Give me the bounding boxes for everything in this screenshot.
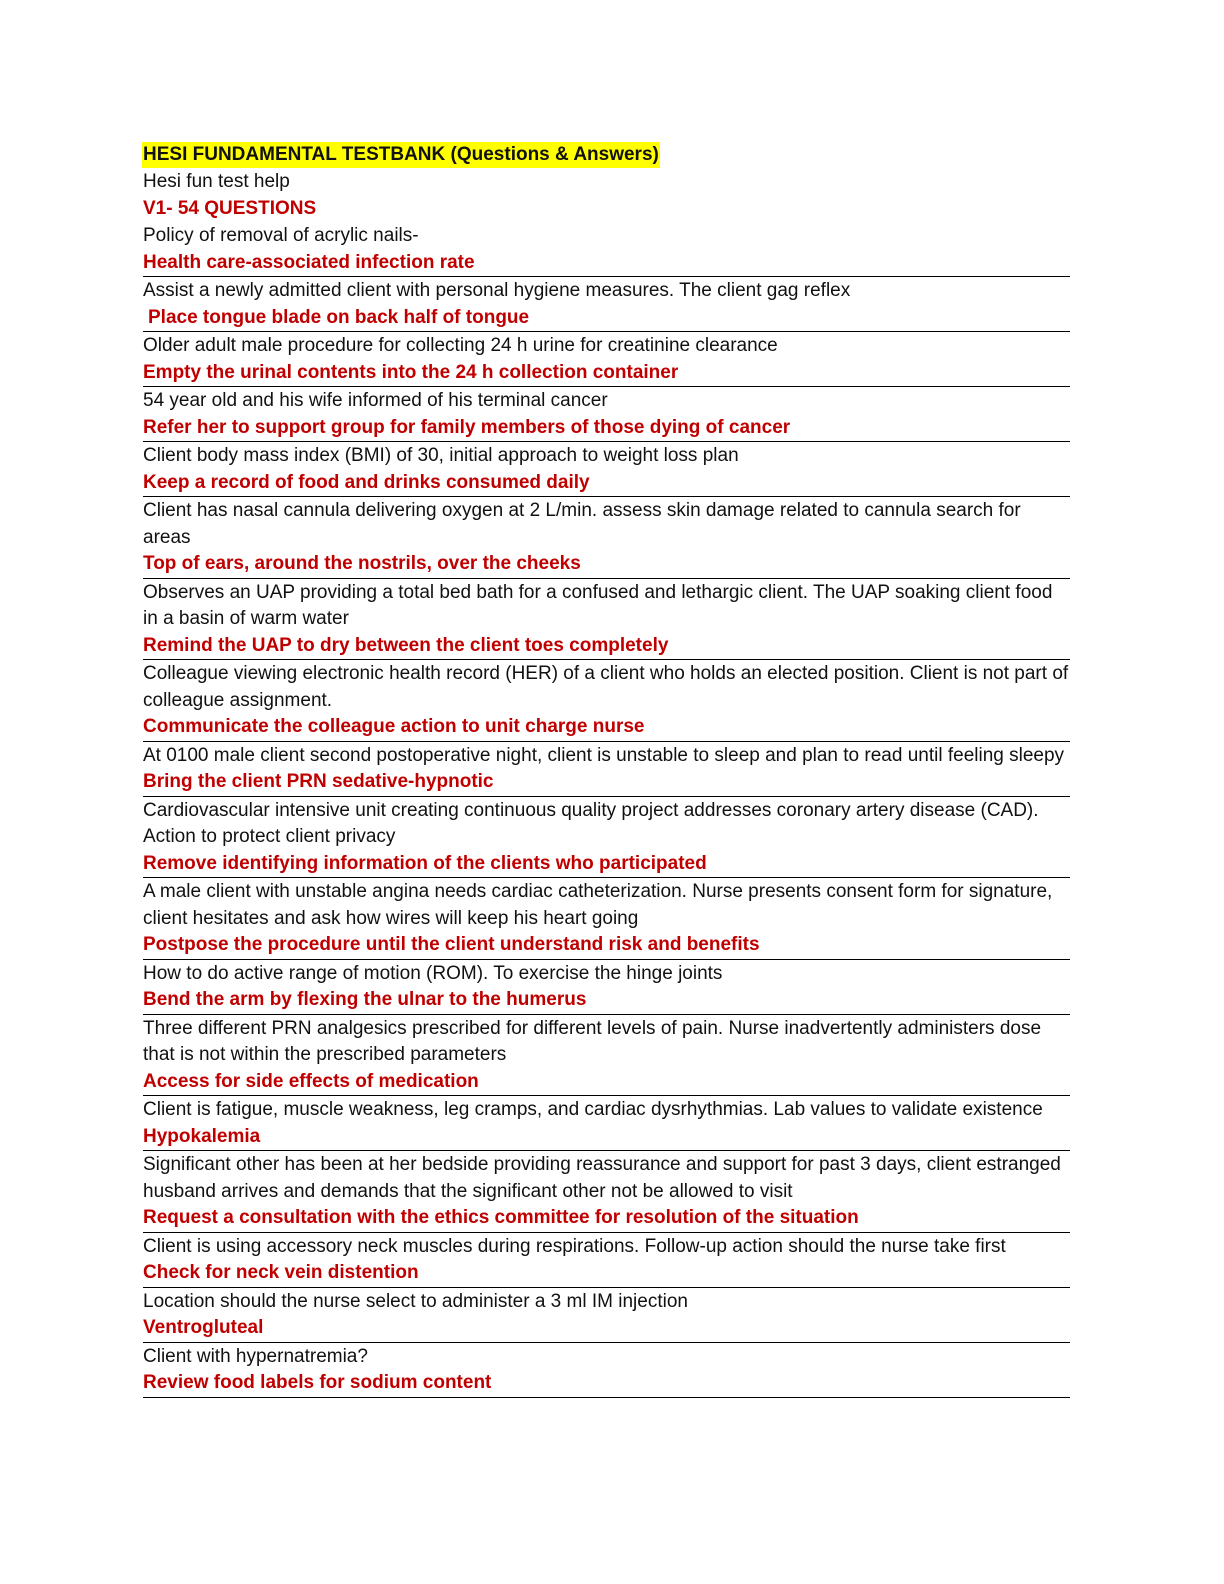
qa-item [143,579,1070,661]
qa-item [143,1233,1070,1288]
answer-text: Top of ears, around the nostrils, over the cheeks [143,553,581,574]
qa-item [143,1343,1070,1398]
document-subtitle: Hesi fun test help [143,171,290,192]
qa-item [143,660,1070,742]
answer-text: Bend the arm by flexing the ulnar to the humerus [143,989,587,1010]
qa-item [143,878,1070,960]
qa-item [143,222,1070,277]
answer-text: Keep a record of food and drinks consumed daily [143,471,590,493]
version-heading: V1- 54 QUESTIONS [143,198,317,219]
qa-list [143,222,1070,1398]
question-text: At 0100 male client second postoperative night, client is unstable to sleep and plan to read until feeling sleepy [143,744,1065,766]
qa-item [143,742,1070,797]
qa-item [143,497,1070,579]
question-text: How to do active range of motion (ROM). To exercise the hinge joints [143,962,723,984]
question-text: Assist a newly admitted client with personal hygiene measures. The client gag reflex [143,280,851,301]
document-page [143,142,1070,1398]
answer-text: Review food labels for sodium content [143,1372,492,1393]
answer-text: Communicate the colleague action to unit charge nurse [143,716,645,737]
answer-text: Check for neck vein distention [143,1262,419,1283]
qa-item [143,442,1070,497]
question-text: Colleague viewing electronic health record (HER) of a client who holds an elected position. Client is not part of colleague assignment. [143,663,1069,711]
answer-text: Remove identifying information of the clients who participated [143,852,707,874]
qa-item [143,387,1070,442]
question-text: Client body mass index (BMI) of 30, initial approach to weight loss plan [143,445,739,466]
question-text: Cardiovascular intensive unit creating continuous quality project addresses coronary artery disease (CAD). Action to protect client privacy [143,799,1039,847]
answer-text: Request a consultation with the ethics committee for resolution of the situation [143,1207,859,1228]
answer-text: Health care-associated infection rate [143,251,475,273]
question-text: Observes an UAP providing a total bed bath for a confused and lethargic client. The UAP soaking client food in a basin of warm water [143,581,1053,629]
document-title: HESI FUNDAMENTAL TESTBANK (Questions & Answers) [142,142,660,168]
answer-text: Ventrogluteal [143,1317,264,1338]
question-text: Policy of removal of acrylic nails- [143,225,419,246]
question-text: Client is using accessory neck muscles during respirations. Follow-up action should the nurse take first [143,1235,1006,1257]
question-text: A male client with unstable angina needs cardiac catheterization. Nurse presents consent form for signature, client hesitates and ask how wires will keep his heart going [143,881,1053,929]
qa-item [143,1151,1070,1233]
answer-text: Place tongue blade on back half of tongue [148,306,530,328]
question-text: Three different PRN analgesics prescribed for different levels of pain. Nurse inadvertently administers dose that is not within the prescribed parameters [143,1017,1042,1065]
question-text: 54 year old and his wife informed of his terminal cancer [143,390,608,411]
question-text: Client with hypernatremia? [143,1345,368,1367]
qa-item [143,332,1070,387]
answer-text: Access for side effects of medication [143,1070,479,1092]
title-row [143,142,1070,168]
answer-text: Empty the urinal contents into the 24 h collection container [143,361,679,383]
question-text: Significant other has been at her bedside providing reassurance and support for past 3 days, client estranged husband arrives and demands that the significant other not be allowed to visit [143,1154,1061,1202]
answer-text: Hypokalemia [143,1125,261,1147]
answer-text: Postpose the procedure until the client understand risk and benefits [143,934,760,955]
qa-item [143,1096,1070,1151]
answer-text: Refer her to support group for family members of those dying of cancer [143,416,791,438]
question-text: Client has nasal cannula delivering oxygen at 2 L/min. assess skin damage related to cannula search for areas [143,500,1021,548]
qa-item [143,960,1070,1015]
answer-text: Remind the UAP to dry between the client toes completely [143,634,669,656]
question-text: Client is fatigue, muscle weakness, leg cramps, and cardiac dysrhythmias. Lab values to validate existence [143,1099,1043,1120]
qa-item [143,1288,1070,1343]
question-text: Older adult male procedure for collecting 24 h urine for creatinine clearance [143,335,778,356]
qa-item [143,277,1070,332]
answer-text: Bring the client PRN sedative-hypnotic [143,771,494,792]
qa-item [143,797,1070,879]
question-text: Location should the nurse select to administer a 3 ml IM injection [143,1290,688,1312]
qa-item [143,1015,1070,1097]
